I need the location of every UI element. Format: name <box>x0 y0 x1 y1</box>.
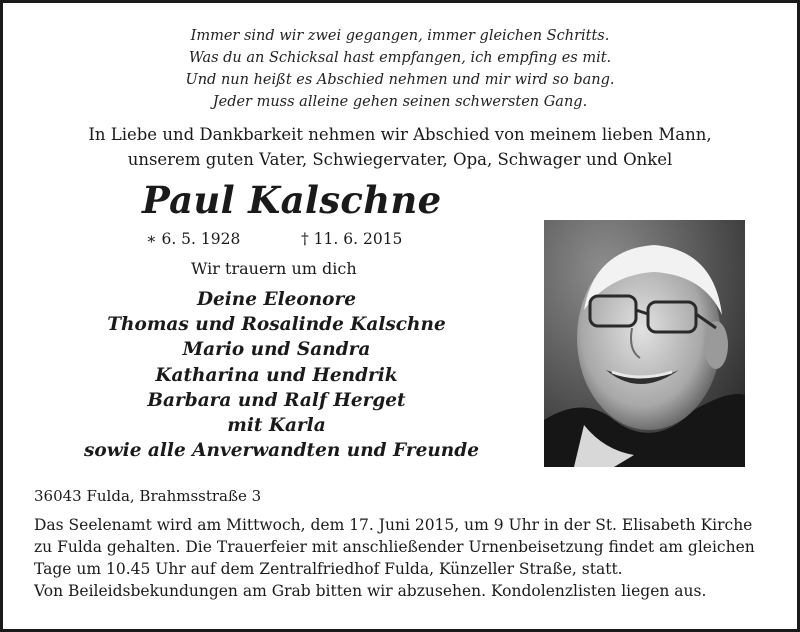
notice-line: Das Seelenamt wird am Mittwoch, dem 17. Juni 2015, um 9 Uhr in der St. Elisabeth Kirche <box>34 516 753 534</box>
notice-line: Tage um 10.45 Uhr auf dem Zentralfriedhof Fulda, Künzeller Straße, statt. <box>34 560 623 578</box>
poem <box>0 25 800 113</box>
birth-date: ∗ 6. 5. 1928 <box>146 230 241 248</box>
death-date: † 11. 6. 2015 <box>301 230 403 248</box>
poem-line: Immer sind wir zwei gegangen, immer gleichen Schritts. <box>190 28 610 44</box>
mourners-list <box>84 287 479 463</box>
mourning-intro: Wir trauern um dich <box>191 259 357 278</box>
portrait-photo <box>544 220 745 467</box>
poem-line: Jeder muss alleine gehen seinen schwersten Gang. <box>212 94 588 110</box>
address: 36043 Fulda, Brahmsstraße 3 <box>34 487 262 505</box>
mourner-line: sowie alle Anverwandten und Freunde <box>84 440 479 462</box>
intro-line: In Liebe und Dankbarkeit nehmen wir Abschied von meinem lieben Mann, <box>88 125 712 144</box>
intro-line: unserem guten Vater, Schwiegervater, Opa, Schwager und Onkel <box>127 150 673 169</box>
intro-text <box>0 122 800 172</box>
mourner-line: Deine Eleonore <box>196 289 357 310</box>
notice-line: zu Fulda gehalten. Die Trauerfeier mit anschließender Urnenbeisetzung findet am gleichen <box>34 538 755 556</box>
service-notice <box>34 514 774 602</box>
mourner-line: Mario und Sandra <box>182 339 371 361</box>
mourner-line: mit Karla <box>227 415 326 437</box>
poem-line: Was du an Schicksal hast empfangen, ich empfing es mit. <box>188 50 612 66</box>
portrait-photo-image <box>544 220 745 467</box>
mourner-line: Barbara und Ralf Herget <box>147 389 406 411</box>
notice-line: Von Beileidsbekundungen am Grab bitten wir abzusehen. Kondolenzlisten liegen aus. <box>34 582 707 600</box>
deceased-name: Paul Kalschne <box>142 178 442 222</box>
mourner-line: Thomas und Rosalinde Kalschne <box>107 314 446 336</box>
mourner-line: Katharina und Hendrik <box>155 364 398 386</box>
poem-line: Und nun heißt es Abschied nehmen und mir wird so bang. <box>185 72 615 88</box>
